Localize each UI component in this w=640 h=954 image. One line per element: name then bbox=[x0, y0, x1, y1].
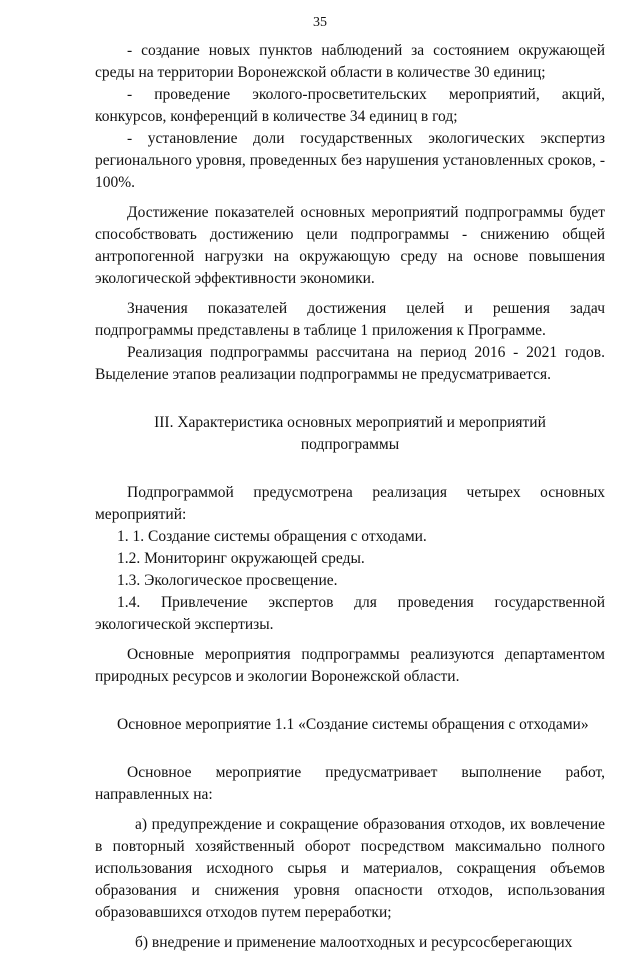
paragraph-period: Реализация подпрограммы рассчитана на период 2016 - 2021 годов. Выделение этапов реализации подпрограммы не предусматривается. bbox=[95, 344, 605, 383]
paragraph-indicators: Значения показателей достижения целей и решения задач подпрограммы представлены в таблице 1 приложения к Программе. bbox=[95, 300, 605, 339]
paragraph-departments: Основные мероприятия подпрограммы реализуются департаментом природных ресурсов и экологии Воронежской области. bbox=[95, 646, 605, 685]
page-number: 35 bbox=[313, 15, 327, 30]
paragraph-main-activities-intro: Подпрограммой предусмотрена реализация четырех основных мероприятий: bbox=[95, 484, 605, 523]
list-item: 1.4. Привлечение экспертов для проведения государственной экологической экспертизы. bbox=[95, 594, 605, 633]
list-item: 1.2. Мониторинг окружающей среды. bbox=[117, 550, 365, 567]
subsection-heading: Основное мероприятие 1.1 «Создание системы обращения с отходами» bbox=[117, 716, 589, 733]
paragraph-goal-achievement: Достижение показателей основных мероприятий подпрограммы будет способствовать достижению цели подпрограммы - снижению общей антропогенной нагрузки на окружающую среду на основе повышения экологической эффективности экономики. bbox=[95, 204, 605, 287]
paragraph-observation-points: - создание новых пунктов наблюдений за состоянием окружающей среды на территории Воронежской области в количестве 30 единиц; bbox=[95, 42, 605, 81]
paragraph-expertise-share: - установление доли государственных экологических экспертиз регионального уровня, проведенных без нарушения установленных сроков, - 100%. bbox=[95, 130, 605, 191]
section-heading: III. Характеристика основных мероприятий и мероприятий подпрограммы bbox=[154, 414, 546, 453]
paragraph-item-a: а) предупреждение и сокращение образования отходов, их вовлечение в повторный хозяйственный оборот посредством максимально полного использования исходного сырья и материалов, сокращения объемов образования и снижения уровня опасности отходов, использования образовавшихся отходов путем переработки; bbox=[95, 816, 605, 921]
paragraph-eco-events: - проведение эколого-просветительских мероприятий, акций, конкурсов, конференций в количестве 34 единиц в год; bbox=[95, 86, 605, 125]
paragraph-work-intro: Основное мероприятие предусматривает выполнение работ, направленных на: bbox=[95, 764, 605, 803]
list-item: 1.3. Экологическое просвещение. bbox=[117, 572, 338, 589]
list-item: 1. 1. Создание системы обращения с отходами. bbox=[117, 528, 427, 545]
paragraph-item-b: б) внедрение и применение малоотходных и ресурсосберегающих bbox=[135, 934, 573, 951]
document-body bbox=[95, 40, 605, 954]
